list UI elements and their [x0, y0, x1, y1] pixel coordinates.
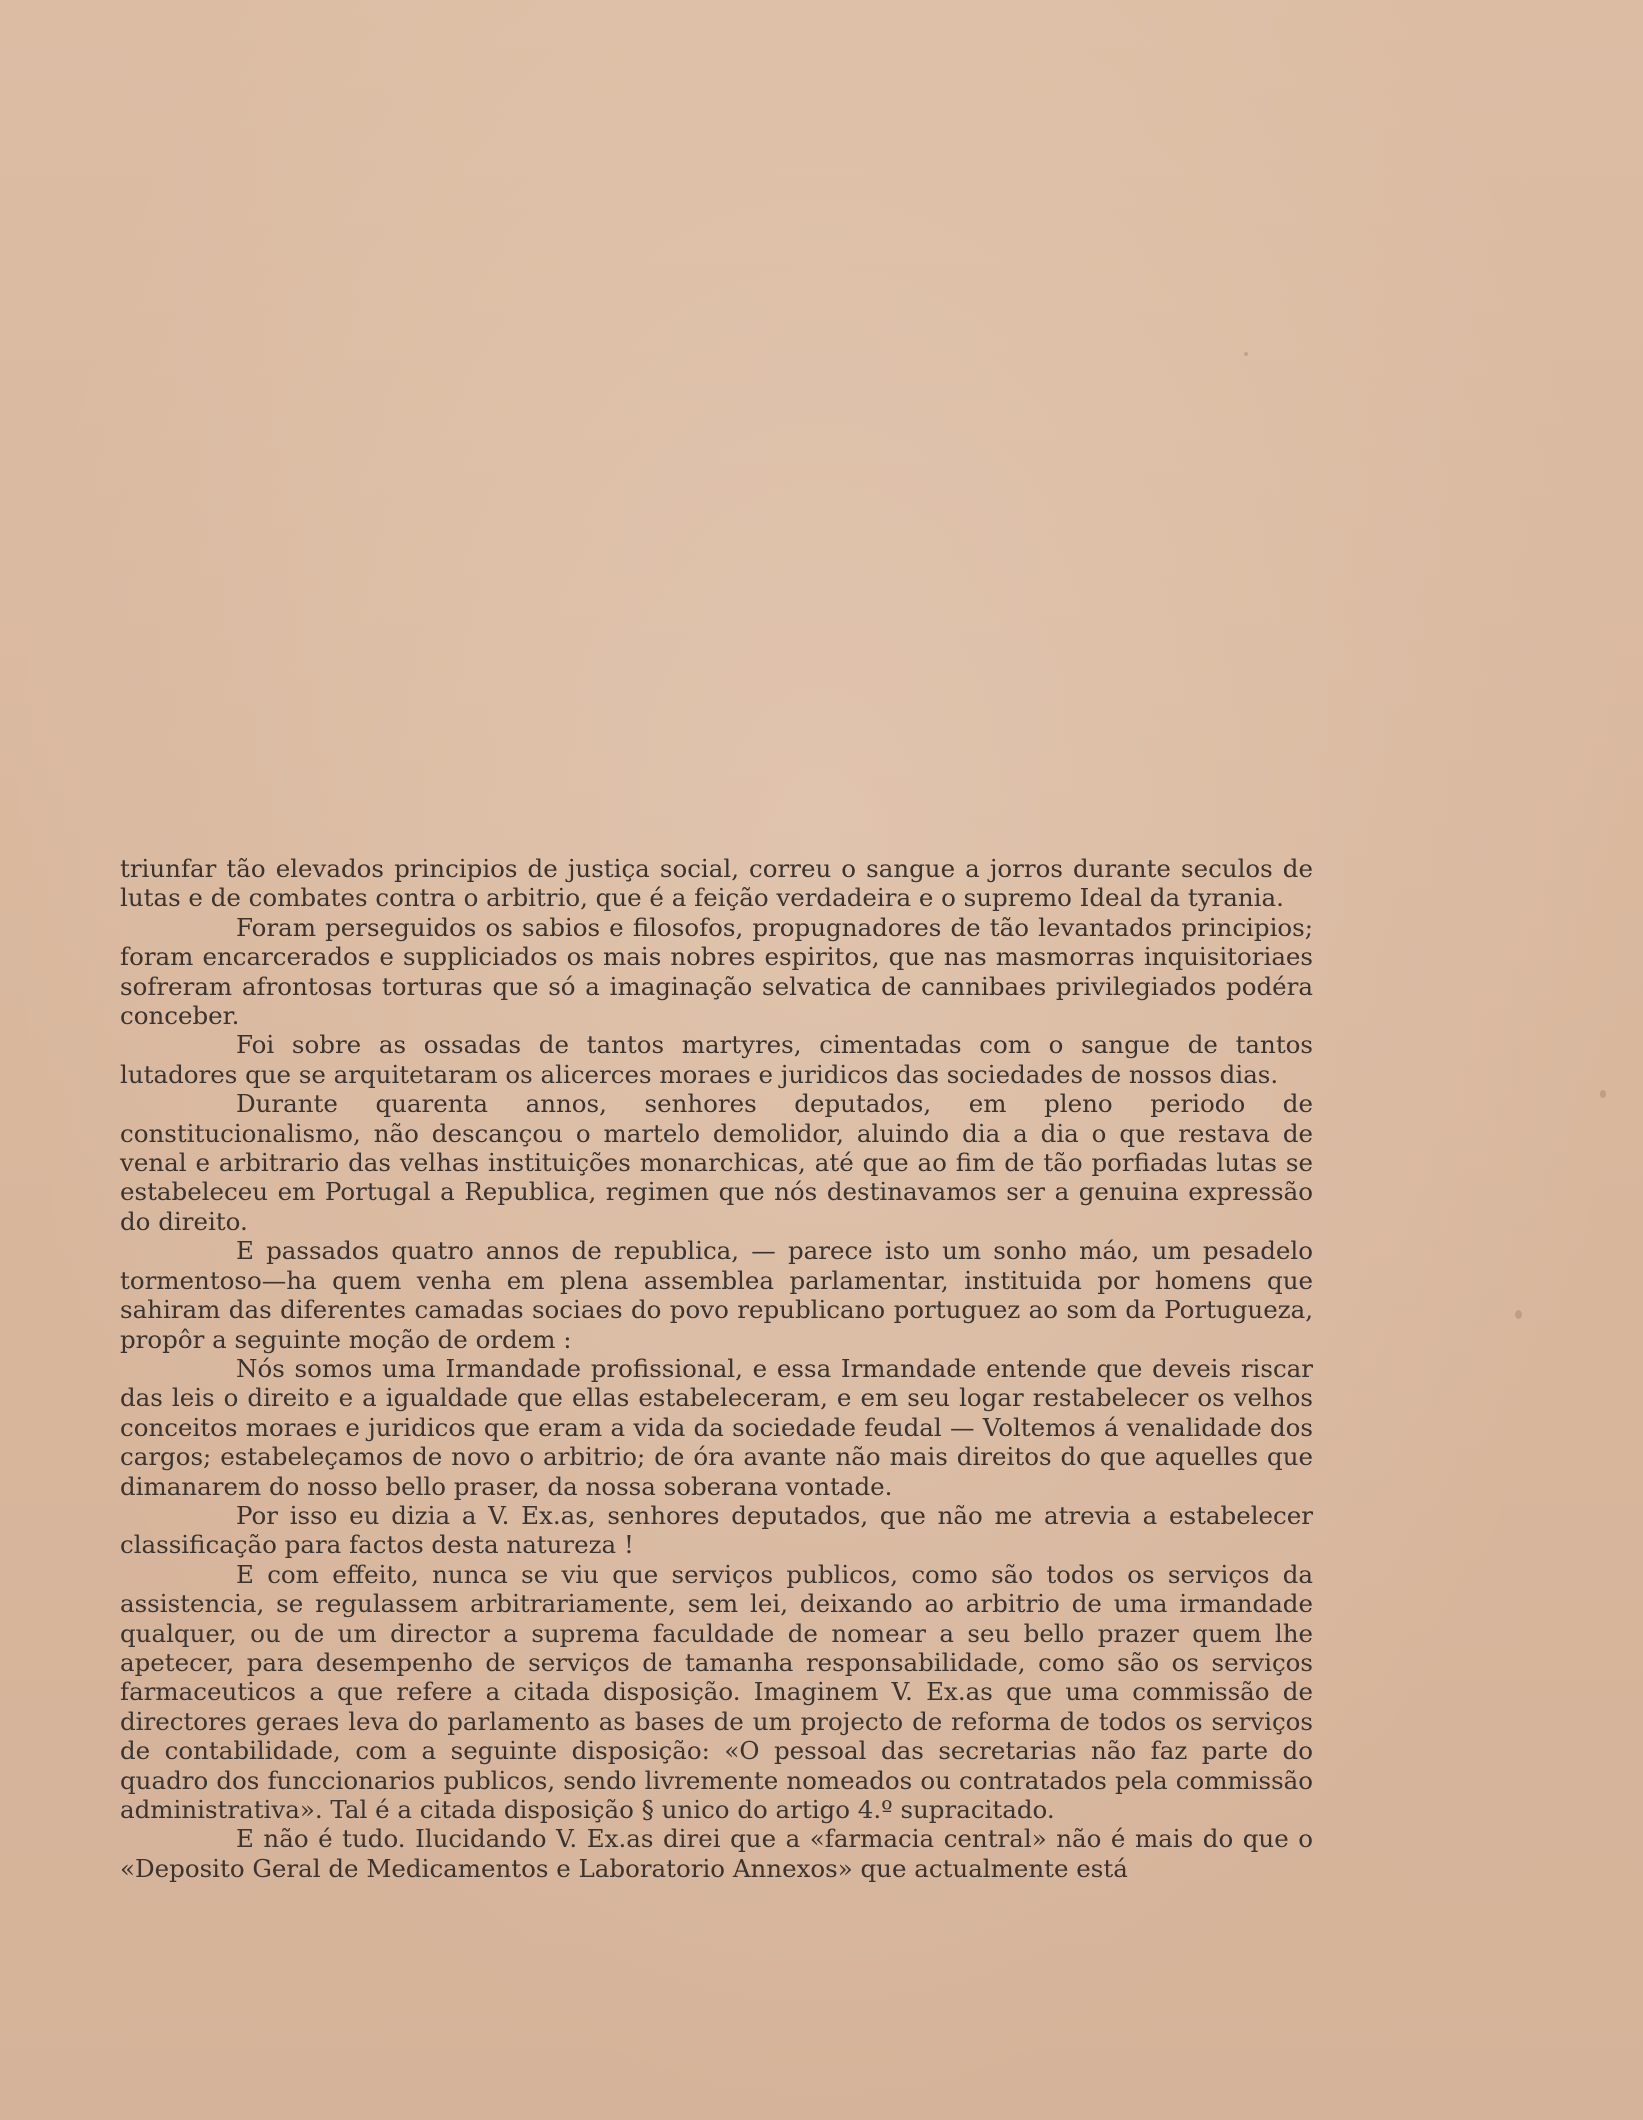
paragraph: Nós somos uma Irmandade profissional, e essa Irmandade entende que deveis riscar das leis o direito e a igualdade que ellas estabeleceram, e em seu logar restabelecer os velhos conceitos moraes e juridicos que eram a vida da sociedade feudal — Voltemos á venalidade dos cargos; estabeleçamos de novo o arbitrio; de óra avante não mais direitos do que aquelles que dimanarem do nosso bello praser, da nossa soberana vontade.	[120, 1353, 1313, 1501]
paragraph: triunfar tão elevados principios de justiça social, correu o sangue a jorros durante seculos de lutas e de combates contra o arbitrio, que é a feição verdadeira e o supremo Ideal da tyrania.	[120, 854, 1313, 913]
paragraph: Por isso eu dizia a V. Ex.as, senhores deputados, que não me atrevia a estabelecer classificação para factos desta natureza !	[120, 1500, 1313, 1560]
paper-speck	[1244, 352, 1248, 356]
paragraph: Foram perseguidos os sabios e filosofos, propugnadores de tão levantados principios; foram encarcerados e suppliciados os mais nobres espiritos, que nas masmorras inquisitoriaes sofreram afrontosas torturas que só a imaginação selvatica de cannibaes privilegiados podéra conceber.	[120, 912, 1313, 1031]
paper-speck	[1600, 1090, 1606, 1098]
paper-speck	[1515, 1310, 1522, 1319]
paragraph: Foi sobre as ossadas de tantos martyres, cimentadas com o sangue de tantos lutadores que se arquitetaram os alicerces moraes e juridicos das sociedades de nossos dias.	[120, 1030, 1313, 1089]
paragraph: E não é tudo. Ilucidando V. Ex.as direi que a «farmacia central» não é mais do que o «Deposito Geral de Medicamentos e Laboratorio Annexos» que actualmente está	[120, 1824, 1313, 1883]
paragraph: E com effeito, nunca se viu que serviços publicos, como são todos os serviços da assistencia, se regulassem arbitrariamente, sem lei, deixando ao arbitrio de uma irmandade qualquer, ou de um director a suprema faculdade de nomear a seu bello prazer quem lhe apetecer, para desempenho de serviços de tamanha responsabilidade, como são os serviços farmaceuticos a que refere a citada disposição. Imaginem V. Ex.as que uma commissão de directores geraes leva do parlamento as bases de um projecto de reforma de todos os serviços de contabilidade, com a seguinte disposição: «O pessoal das secretarias não faz parte do quadro dos funccionarios publicos, sendo livremente nomeados ou contratados pela commissão administrativa». Tal é a citada disposição § unico do artigo 4.º supracitado.	[120, 1559, 1313, 1824]
paragraph: Durante quarenta annos, senhores deputados, em pleno periodo de constitucionalismo, não descançou o martelo demolidor, aluindo dia a dia o que restava de venal e arbitrario das velhas instituições monarchicas, até que ao fim de tão porfiadas lutas se estabeleceu em Portugal a Republica, regimen que nós destinavamos ser a genuina expressão do direito.	[120, 1089, 1313, 1236]
paragraph: E passados quatro annos de republica, — parece isto um sonho máo, um pesadelo tormentoso—ha quem venha em plena assemblea parlamentar, instituida por homens que sahiram das diferentes camadas sociaes do povo republicano portuguez ao som da Portugueza, propôr a seguinte moção de ordem :	[120, 1236, 1313, 1354]
body-text	[120, 854, 1313, 1883]
